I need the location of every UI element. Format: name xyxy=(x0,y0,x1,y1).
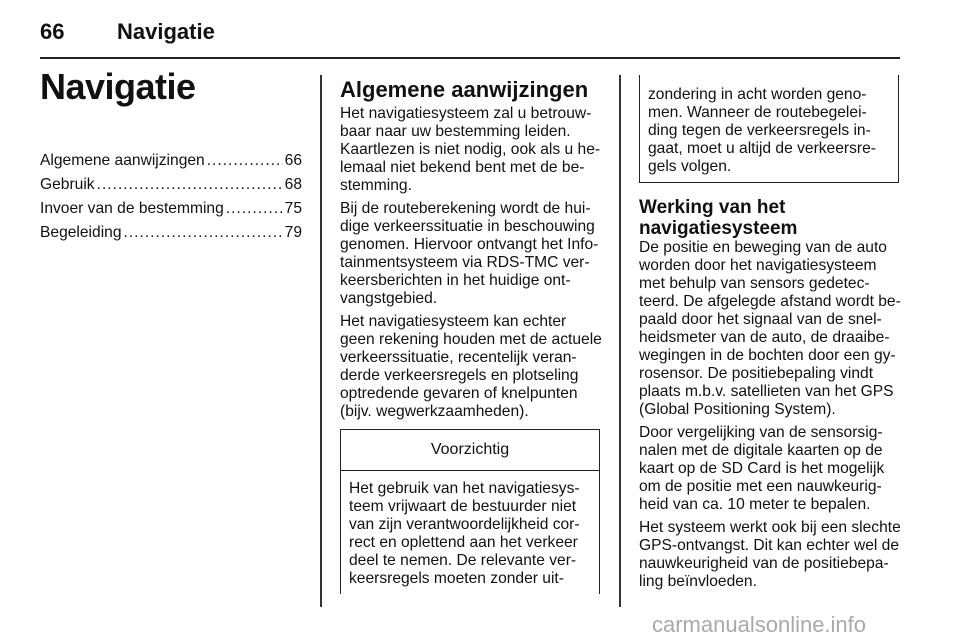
column-divider-left xyxy=(320,75,322,607)
caution-body-part1: Het gebruik van het navigatiesys- teem vrijwaart de bestuurder niet van zijn verantwoordelijkheid cor- rect en oplettend aan het verkeer deel te nemen. De relevante ver- keersregels moeten zonder uit- xyxy=(349,480,580,587)
toc-entry-label: Gebruik xyxy=(40,176,95,193)
toc-leader xyxy=(207,152,283,170)
toc-entry-page: 75 xyxy=(284,200,302,217)
toc-entry-label: Begeleiding xyxy=(40,224,122,241)
running-header-title: Navigatie xyxy=(117,19,215,44)
section-heading-general: Algemene aanwijzingen xyxy=(340,77,589,102)
section-heading-operation: Werking van het navigatiesysteem xyxy=(639,197,798,239)
chapter-title: Navigatie xyxy=(40,66,196,107)
table-of-contents xyxy=(40,152,302,248)
paragraph: Het navigatiesysteem kan echter geen rekening houden met de actuele verkeerssituatie, recentelijk veran- derde verkeersregels en plotseling optredende gevaren of knelpunten (bijv. wegwerkzaamheden). xyxy=(340,313,602,420)
caution-body-part2: zondering in acht worden geno- men. Wanneer de routebegelei- ding tegen de verkeersregels in- gaat, moet u altijd de verkeersre- gels volgen. xyxy=(648,86,876,175)
paragraph: De positie en beweging van de auto worden door het navigatiesysteem met behulp van sensors gedetec- teerd. De afgelegde afstand wordt be- paald door het signaal van de snel- heidsmeter van de auto, de draaibe- wegingen in de bochten door een gy- rosensor. De positiebepaling vindt plaats m.b.v. satellieten van het GPS (Global Positioning System). xyxy=(639,239,901,418)
page-number: 66 xyxy=(40,19,65,44)
paragraph: Het navigatiesysteem zal u betrouw- baar naar uw bestemming leiden. Kaartlezen is niet nodig, ook als u he- lemaal niet bekend bent met de be- stemming. xyxy=(340,105,601,194)
paragraph: Het systeem werkt ook bij een slechte GPS-ontvangst. Dit kan echter wel de nauwkeurigheid van de positiebepa- ling beïnvloeden. xyxy=(639,519,901,590)
column-middle xyxy=(340,78,602,594)
toc-leader xyxy=(97,176,283,194)
toc-entry[interactable] xyxy=(40,176,302,200)
toc-entry-label: Invoer van de bestemming xyxy=(40,200,224,217)
toc-entry-page: 66 xyxy=(284,152,302,169)
column-divider-right xyxy=(619,75,621,607)
toc-entry-label: Algemene aanwijzingen xyxy=(40,152,205,169)
paragraph: Bij de routeberekening wordt de hui- dige verkeerssituatie in beschouwing genomen. Hiervoor ontvangt het Info- tainmentsysteem via RDS-TMC ver- keersberichten in het huidige ont- vangstgebied. xyxy=(340,200,599,307)
toc-leader xyxy=(124,224,283,242)
column-right xyxy=(639,75,901,596)
toc-leader xyxy=(226,200,283,218)
paragraph: Door vergelijking van de sensorsig- nalen met de digitale kaarten op de kaart op de SD Card is het mogelijk om de positie met een nauwkeurig- heid van ca. 10 meter te bepalen. xyxy=(639,424,885,513)
toc-entry-page: 68 xyxy=(284,176,302,193)
header-divider xyxy=(40,57,900,59)
toc-entry[interactable] xyxy=(40,224,302,248)
toc-entry[interactable] xyxy=(40,152,302,176)
caution-box-continued xyxy=(639,75,899,183)
toc-entry-page: 79 xyxy=(284,224,302,241)
watermark: carmanualsonline.info xyxy=(652,612,867,637)
caution-heading: Voorzichtig xyxy=(341,430,599,471)
caution-box xyxy=(340,429,600,594)
toc-entry[interactable] xyxy=(40,200,302,224)
